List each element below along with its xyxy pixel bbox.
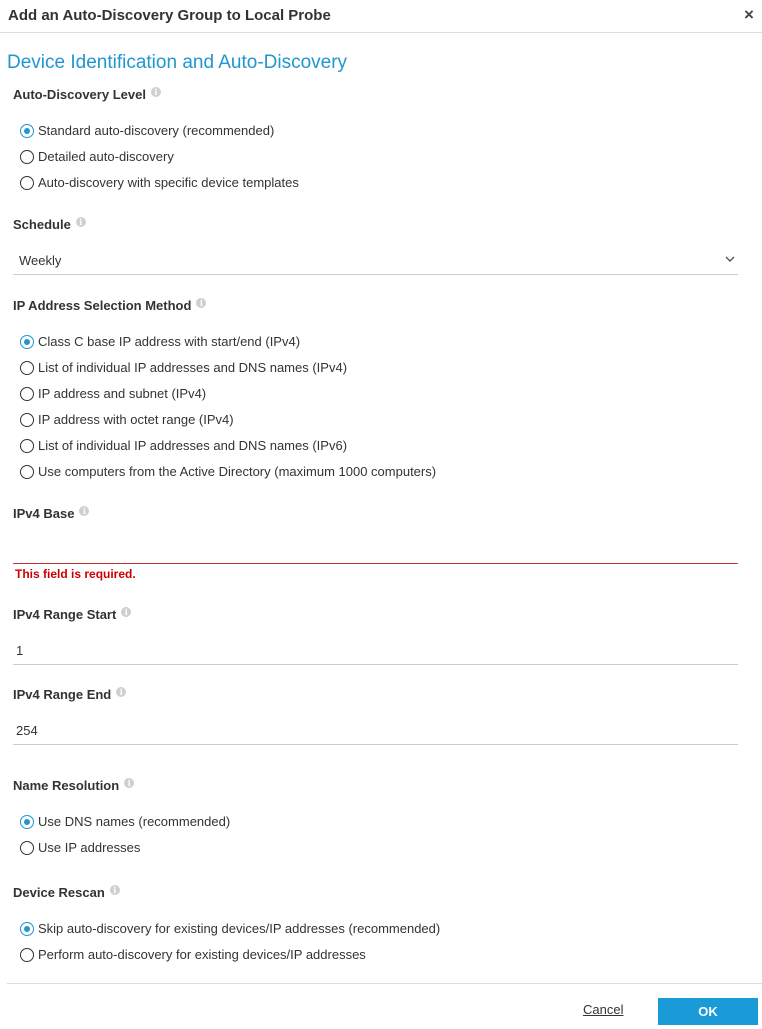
- label-text: IPv4 Base: [13, 506, 75, 521]
- radio-button-checked[interactable]: [20, 124, 34, 138]
- radio-list-ipv6[interactable]: [20, 435, 347, 455]
- label-text: Device Rescan: [13, 885, 105, 900]
- info-icon[interactable]: i: [121, 607, 131, 617]
- label-text: IPv4 Range Start: [13, 607, 117, 622]
- ipv4-range-start-label: [13, 607, 131, 622]
- radio-class-c-base[interactable]: [20, 331, 300, 351]
- radio-label: Standard auto-discovery (recommended): [38, 122, 275, 138]
- info-icon[interactable]: i: [116, 687, 126, 697]
- schedule-select[interactable]: [13, 247, 738, 275]
- radio-button[interactable]: [20, 465, 34, 479]
- dialog-header: [0, 0, 762, 33]
- info-icon[interactable]: i: [151, 87, 161, 97]
- ipv4-range-end-value: 254: [16, 723, 38, 738]
- radio-label: Skip auto-discovery for existing devices/IP addresses (recommended): [38, 920, 441, 936]
- close-icon[interactable]: ×: [744, 5, 754, 24]
- device-rescan-label: [13, 885, 120, 900]
- label-text: IP Address Selection Method: [13, 298, 192, 313]
- radio-ip-subnet[interactable]: [20, 383, 206, 403]
- radio-label: Class C base IP address with start/end (IPv4): [38, 333, 301, 349]
- dialog-title: Add an Auto-Discovery Group to Local Probe: [8, 7, 331, 24]
- radio-label: Auto-discovery with specific device templates: [38, 174, 299, 190]
- auto-discovery-level-label: [13, 87, 161, 102]
- footer-divider: [7, 983, 762, 984]
- ip-selection-method-label: [13, 298, 206, 313]
- radio-button[interactable]: [20, 387, 34, 401]
- radio-button[interactable]: [20, 948, 34, 962]
- cancel-button[interactable]: Cancel: [583, 1002, 624, 1017]
- ipv4-base-input[interactable]: [13, 536, 738, 564]
- radio-use-ip-addresses[interactable]: [20, 837, 140, 857]
- radio-label: Use DNS names (recommended): [38, 813, 231, 829]
- radio-skip-existing[interactable]: [20, 918, 440, 938]
- radio-button[interactable]: [20, 176, 34, 190]
- ipv4-range-start-value: 1: [16, 643, 24, 658]
- radio-label: List of individual IP addresses and DNS names (IPv6): [38, 437, 348, 453]
- radio-button[interactable]: [20, 439, 34, 453]
- label-text: Auto-Discovery Level: [13, 87, 146, 102]
- schedule-label: [13, 217, 86, 232]
- ipv4-range-end-label: [13, 687, 126, 702]
- ipv4-range-end-input[interactable]: [13, 717, 738, 745]
- ipv4-range-start-input[interactable]: [13, 637, 738, 665]
- radio-label: Detailed auto-discovery: [38, 148, 174, 164]
- radio-button-checked[interactable]: [20, 815, 34, 829]
- ok-button-label: OK: [698, 1004, 718, 1019]
- radio-button[interactable]: [20, 361, 34, 375]
- label-text: IPv4 Range End: [13, 687, 112, 702]
- label-text: Name Resolution: [13, 778, 120, 793]
- radio-octet-range[interactable]: [20, 409, 234, 429]
- radio-perform-existing[interactable]: [20, 944, 366, 964]
- label-text: Schedule: [13, 217, 71, 232]
- radio-button-checked[interactable]: [20, 922, 34, 936]
- radio-button-checked[interactable]: [20, 335, 34, 349]
- section-title: Device Identification and Auto-Discovery: [7, 52, 348, 73]
- ipv4-base-label: [13, 506, 89, 521]
- radio-button[interactable]: [20, 150, 34, 164]
- radio-label: Perform auto-discovery for existing devices/IP addresses: [38, 946, 366, 962]
- radio-label: Use IP addresses: [38, 839, 141, 855]
- chevron-down-icon[interactable]: [725, 255, 735, 263]
- info-icon[interactable]: i: [110, 885, 120, 895]
- radio-list-ipv4[interactable]: [20, 357, 347, 377]
- radio-label: IP address and subnet (IPv4): [38, 385, 207, 401]
- radio-specific-templates[interactable]: [20, 172, 299, 192]
- radio-label: List of individual IP addresses and DNS names (IPv4): [38, 359, 348, 375]
- info-icon[interactable]: i: [196, 298, 206, 308]
- schedule-value: Weekly: [19, 253, 62, 268]
- radio-button[interactable]: [20, 413, 34, 427]
- ipv4-base-error: This field is required.: [15, 567, 136, 581]
- radio-label: IP address with octet range (IPv4): [38, 411, 234, 427]
- radio-standard-auto-discovery[interactable]: [20, 120, 274, 140]
- info-icon[interactable]: i: [124, 778, 134, 788]
- radio-use-dns-names[interactable]: [20, 811, 230, 831]
- radio-detailed-auto-discovery[interactable]: [20, 146, 174, 166]
- radio-active-directory[interactable]: [20, 461, 436, 481]
- ok-button[interactable]: [658, 998, 758, 1025]
- radio-label: Use computers from the Active Directory (maximum 1000 computers): [38, 463, 437, 479]
- name-resolution-label: [13, 778, 134, 793]
- radio-button[interactable]: [20, 841, 34, 855]
- info-icon[interactable]: i: [79, 506, 89, 516]
- info-icon[interactable]: i: [76, 217, 86, 227]
